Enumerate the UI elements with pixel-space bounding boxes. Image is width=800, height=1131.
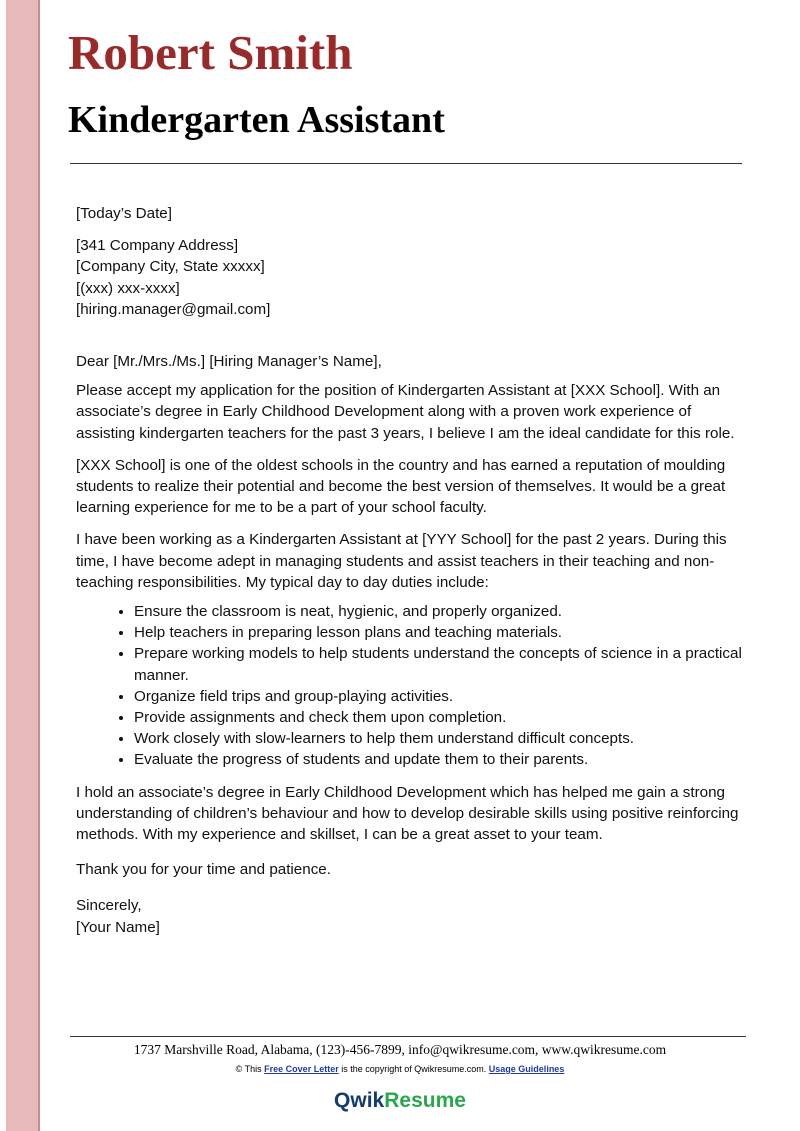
- logo-qwik: Qwik: [334, 1089, 385, 1112]
- header-divider: [70, 163, 742, 164]
- applicant-name: Robert Smith: [68, 25, 353, 80]
- closing: Sincerely,: [76, 897, 142, 915]
- job-title: Kindergarten Assistant: [68, 99, 445, 141]
- list-item: • Work closely with slow-learners to help them understand difficult concepts.: [134, 728, 744, 749]
- list-item: • Prepare working models to help students understand the concepts of science in a practical manner.: [134, 643, 744, 685]
- footer-copyright: [0, 1064, 800, 1074]
- recipient-address: [76, 235, 744, 320]
- copyright-text: is the copyright of Qwikresume.com.: [341, 1064, 487, 1074]
- signature: [Your Name]: [76, 918, 160, 936]
- list-item: • Ensure the classroom is neat, hygienic, and properly organized.: [134, 601, 744, 622]
- usage-guidelines-link[interactable]: Usage Guidelines: [488, 1064, 565, 1074]
- sidebar-accent-bar: [6, 0, 40, 1131]
- address-line: [hiring.manager@gmail.com]: [76, 300, 271, 318]
- paragraph-thanks: Thank you for your time and patience.: [76, 861, 331, 879]
- duties-list: [76, 601, 744, 771]
- list-item: • Organize field trips and group-playing activities.: [134, 686, 744, 707]
- letter-date: [Today’s Date]: [76, 205, 172, 222]
- qwikresume-logo: [0, 1089, 800, 1113]
- free-cover-letter-link[interactable]: Free Cover Letter: [264, 1064, 339, 1074]
- logo-resume: Resume: [384, 1089, 466, 1112]
- address-line: [Company City, State xxxxx]: [76, 258, 265, 276]
- paragraph-education: I hold an associate’s degree in Early Childhood Development which has helped me gain a strong understanding of children’s behaviour and how to develop desirable skills using positive reinforcing methods. With my experience and skillset, I can be a great asset to your team.: [76, 783, 739, 844]
- paragraph-experience: I have been working as a Kindergarten Assistant at [YYY School] for the past 2 years. During this time, I have become adept in managing students and assist teachers in their teaching and non-teaching responsibilities. My typical day to day duties include:: [76, 531, 727, 591]
- footer-address: 1737 Marshville Road, Alabama, (123)-456-7899, info@qwikresume.com, www.qwikresume.com: [133, 1042, 667, 1057]
- paragraph-intro: Please accept my application for the position of Kindergarten Assistant at [XXX School]. With an associate’s degree in Early Childhood Development along with a proven work experience of assisting kindergarten teachers for the past 3 years, I believe I am the ideal candidate for this role.: [76, 382, 735, 442]
- address-line: [(xxx) xxx-xxxx]: [76, 279, 180, 297]
- salutation: Dear [Mr./Mrs./Ms.] [Hiring Manager’s Name],: [76, 353, 382, 371]
- list-item: • Provide assignments and check them upon completion.: [134, 707, 744, 728]
- letter-body: [76, 203, 744, 938]
- list-item: • Help teachers in preparing lesson plans and teaching materials.: [134, 622, 744, 643]
- paragraph-school: [XXX School] is one of the oldest schools in the country and has earned a reputation of moulding students to realize their potential and become the best version of themselves. It would be a great learning experience for me to be a part of your school faculty.: [76, 456, 726, 517]
- address-line: [341 Company Address]: [76, 237, 239, 255]
- list-item: • Evaluate the progress of students and update them to their parents.: [134, 749, 744, 770]
- copyright-icon: ©: [235, 1064, 243, 1074]
- footer-divider: [70, 1036, 746, 1037]
- copyright-prefix: This: [244, 1064, 262, 1074]
